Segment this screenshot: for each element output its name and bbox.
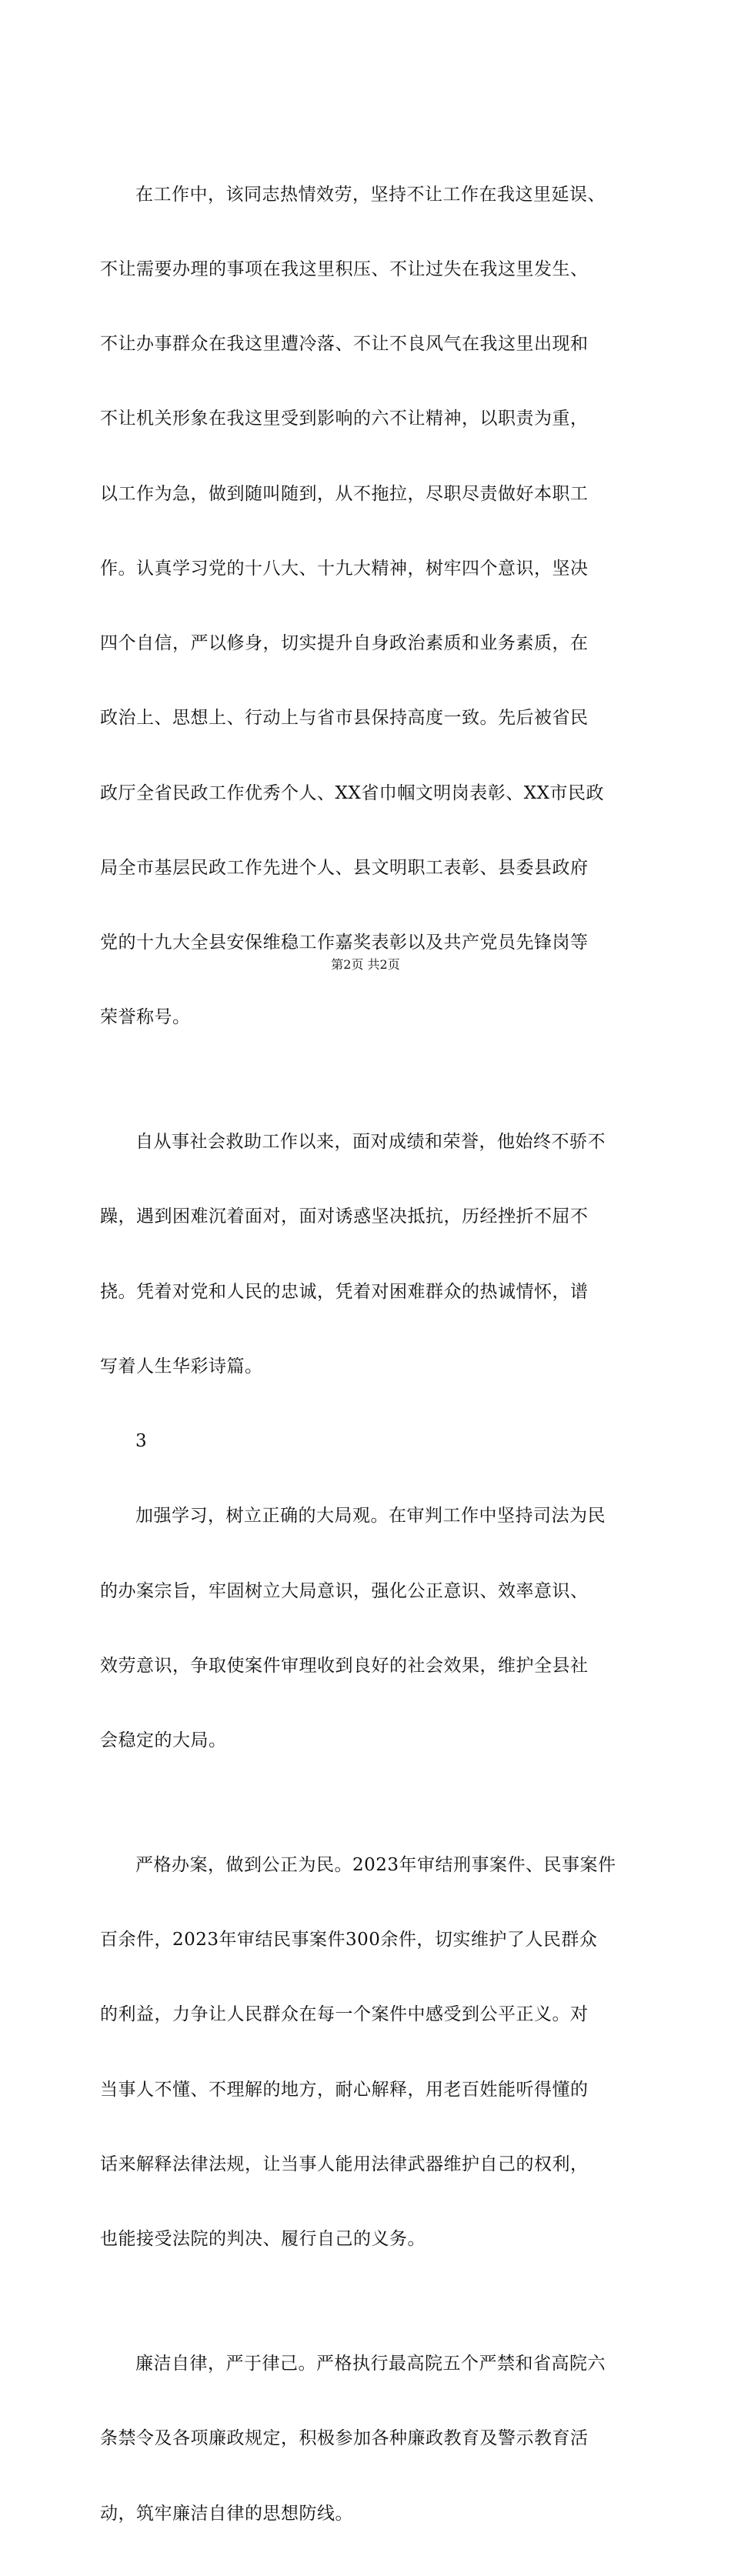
text-line: 不让需要办理的事项在我这里积压、不让过失在我这里发生、 (100, 259, 589, 280)
text-line: 政厅全省民政工作优秀个人、XX省巾帼文明岗表彰、XX市民政 (100, 782, 604, 803)
text-line: 作。认真学习党的十八大、十九大精神，树牢四个意识，坚决 (100, 558, 589, 579)
text-line: 效劳意识，争取使案件审理收到良好的社会效果，维护全县社 (100, 1655, 589, 1676)
text-line: 会稳定的大局。 (100, 1730, 227, 1750)
text-line: 在工作中，该同志热情效劳，坚持不让工作在我这里延误、 (135, 184, 606, 205)
text-line: 不让机关形象在我这里受到影响的六不让精神，以职责为重， (100, 409, 589, 429)
text-line: 局全市基层民政工作先进个人、县文明职工表彰、县委县政府 (100, 857, 589, 878)
paragraph-strict-handling (100, 1803, 631, 2301)
text-line: 政治上、思想上、行动上与省市县保持高度一致。先后被省民 (100, 708, 589, 729)
paragraph-social-assistance (100, 1079, 631, 1429)
text-line: 的办案宗旨，牢固树立大局意识，强化公正意识、效率意识、 (100, 1580, 589, 1601)
page-footer: 第2页 共2页 (331, 957, 400, 972)
text-line: 的利益，力争让人民群众在每一个案件中感受到公平正义。对 (100, 2004, 589, 2025)
text-line: 动，筑牢廉洁自律的思想防线。 (100, 2503, 353, 2524)
text-line: 荣誉称号。 (100, 1007, 191, 1028)
text-line: 四个自信，严以修身，切实提升自身政治素质和业务素质，在 (100, 633, 589, 654)
text-line: 躁，遇到困难沉着面对，面对诱惑坚决抵抗，历经挫折不屈不 (100, 1206, 589, 1227)
text-line: 党的十九大全县安保维稳工作嘉奖表彰以及共产党员先锋岗等 (100, 933, 589, 953)
document-body (100, 132, 631, 2576)
text-line: 以工作为急，做到随叫随到，从不拖拉，尽职尽责做好本职工 (100, 483, 589, 504)
section-number: 3 (135, 1431, 147, 1452)
text-line: 也能接受法院的判决、履行自己的义务。 (100, 2229, 426, 2250)
paragraph-work-attitude (100, 132, 631, 1079)
text-line: 廉洁自律，严于律己。严格执行最高院五个严禁和省高院六 (135, 2354, 606, 2374)
text-line: 加强学习，树立正确的大局观。在审判工作中坚持司法为民 (135, 1506, 606, 1527)
paragraph-integrity (100, 2301, 631, 2575)
text-line: 自从事社会救助工作以来，面对成绩和荣誉，他始终不骄不 (135, 1132, 606, 1153)
paragraph-strengthen-study (100, 1454, 631, 1804)
text-line: 严格办案，做到公正为民。2023年审结刑事案件、民事案件 (135, 1855, 616, 1876)
text-line: 百余件，2023年审结民事案件300余件，切实维护了人民群众 (100, 1930, 598, 1950)
text-line: 话来解释法律法规，让当事人能用法律武器维护自己的权利， (100, 2154, 589, 2174)
text-line: 写着人生华彩诗篇。 (100, 1356, 263, 1376)
text-line: 挠。凭着对党和人民的忠诚，凭着对困难群众的热诚情怀，谱 (100, 1281, 589, 1302)
text-line: 当事人不懂、不理解的地方，耐心解释，用老百姓能听得懂的 (100, 2079, 589, 2100)
text-line: 不让办事群众在我这里遭冷落、不让不良风气在我这里出现和 (100, 334, 589, 355)
text-line: 条禁令及各项廉政规定，积极参加各种廉政教育及警示教育活 (100, 2428, 589, 2449)
